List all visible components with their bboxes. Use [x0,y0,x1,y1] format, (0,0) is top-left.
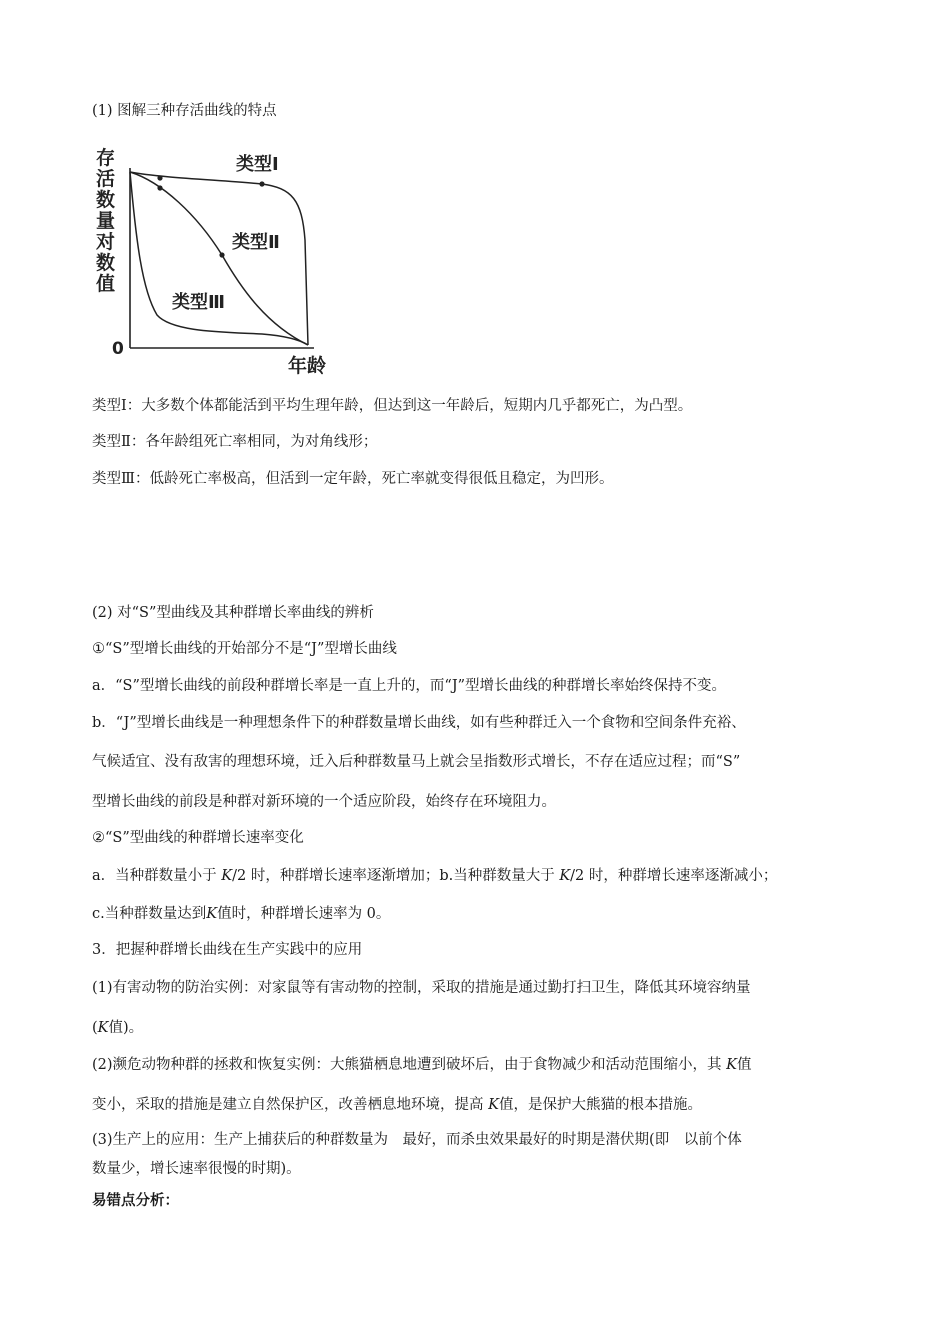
section2-point1b-line3: 型增长曲线的前段是种群对新环境的一个适应阶段，始终存在环境阻力。 [92,794,556,810]
text-segment: 值)。 [108,1020,144,1036]
y-axis-label-char: 值 [96,273,116,295]
section2-heading: (2) 对“S”型曲线及其种群增长率曲线的辨析 [92,605,374,621]
curve-type3 [130,172,308,345]
section3-p2-line2 [92,1095,702,1115]
section3-p3-line1: (3)生产上的应用：生产上捕获后的种群数量为 最好，而杀虫效果最好的时期是潜伏期(即 以前个体 [92,1132,742,1148]
section3-p2-line1 [92,1055,752,1075]
k-symbol: K [221,868,233,884]
y-axis-label-char: 活 [96,168,116,190]
error-analysis-heading: 易错点分析： [92,1192,179,1209]
curve-point [157,185,162,190]
section2-point1a: a．“S”型增长曲线的前段种群增长率是一直上升的，而“J”型增长曲线的种群增长率始终保持不变。 [92,678,727,694]
section3-p1-line1: (1)有害动物的防治实例：对家鼠等有害动物的控制，采取的措施是通过勤打扫卫生，降低其环境容纳量 [92,980,751,996]
type3-description: 类型Ⅲ：低龄死亡率极高，但活到一定年龄，死亡率就变得很低且稳定，为凹形。 [92,471,614,487]
text-segment: 变小，采取的措施是建立自然保护区，改善栖息地环境，提高 [92,1097,489,1113]
k-symbol: K [97,1020,109,1036]
curve-point [219,252,224,257]
section3-p3-line2: 数量少，增长速率很慢的时期)。 [92,1161,301,1177]
section2-point2: ②“S”型曲线的种群增长速率变化 [92,830,304,846]
type2-description: 类型Ⅱ：各年龄组死亡率相同，为对角线形； [92,434,378,450]
text-segment: c.当种群数量达到 [92,906,207,922]
type1-description: 类型Ⅰ：大多数个体都能活到平均生理年龄，但达到这一年龄后，短期内几乎都死亡，为凸型。 [92,398,693,414]
origin-label: 0 [112,339,124,359]
curve-type1 [130,172,308,345]
survival-curve-figure [92,140,352,380]
text-segment: 值 [737,1057,752,1073]
curve-label-type1: 类型Ⅰ [236,154,279,175]
k-symbol: K [488,1097,499,1113]
section2-point2a [92,866,777,886]
section2-point1b-line2: 气候适宜、没有敌害的理想环境，迁入后种群数量马上就会呈指数形式增长，不存在适应过程；而“S” [92,754,741,770]
y-axis-label-char: 数 [96,252,116,274]
section2-point2c [92,904,390,924]
y-axis-label-char: 量 [96,210,116,232]
section2-point1: ①“S”型增长曲线的开始部分不是“J”型增长曲线 [92,641,397,657]
y-axis-label [96,146,115,295]
text-segment: /2 时，种群增长速率逐渐增加；b.当种群数量大于 [232,868,560,884]
text-segment: (2)濒危动物种群的拯救和恢复实例：大熊猫栖息地遭到破坏后，由于食物减少和活动范围缩小，其 [92,1057,727,1073]
curve-point [157,175,162,180]
y-axis-label-char: 数 [96,189,116,211]
section2-point1b-line1: b．“J”型增长曲线是一种理想条件下的种群数量增长曲线，如有些种群迁入一个食物和空间条件充裕、 [92,715,746,731]
text-segment: 值时，种群增长速率为 0。 [217,906,391,922]
y-axis-label-char: 存 [96,147,116,169]
curve-type2 [130,172,308,345]
text-segment: a．当种群数量小于 [92,868,222,884]
section3-p1-line2 [92,1018,143,1038]
curve-label-type2: 类型Ⅱ [232,232,280,253]
curve-point [259,181,264,186]
k-symbol: K [559,868,571,884]
x-axis-label: 年龄 [288,355,327,377]
curve-label-type3: 类型Ⅲ [172,292,226,313]
k-symbol: K [726,1057,737,1073]
k-symbol: K [206,906,218,922]
section1-heading: (1) 图解三种存活曲线的特点 [92,103,277,119]
text-segment: 值，是保护大熊猫的根本措施。 [498,1097,702,1113]
y-axis-label-char: 对 [96,231,116,253]
text-segment: ( [92,1020,98,1036]
section3-heading: 3．把握种群增长曲线在生产实践中的应用 [92,942,363,958]
text-segment: /2 时，种群增长速率逐渐减小； [570,868,778,884]
